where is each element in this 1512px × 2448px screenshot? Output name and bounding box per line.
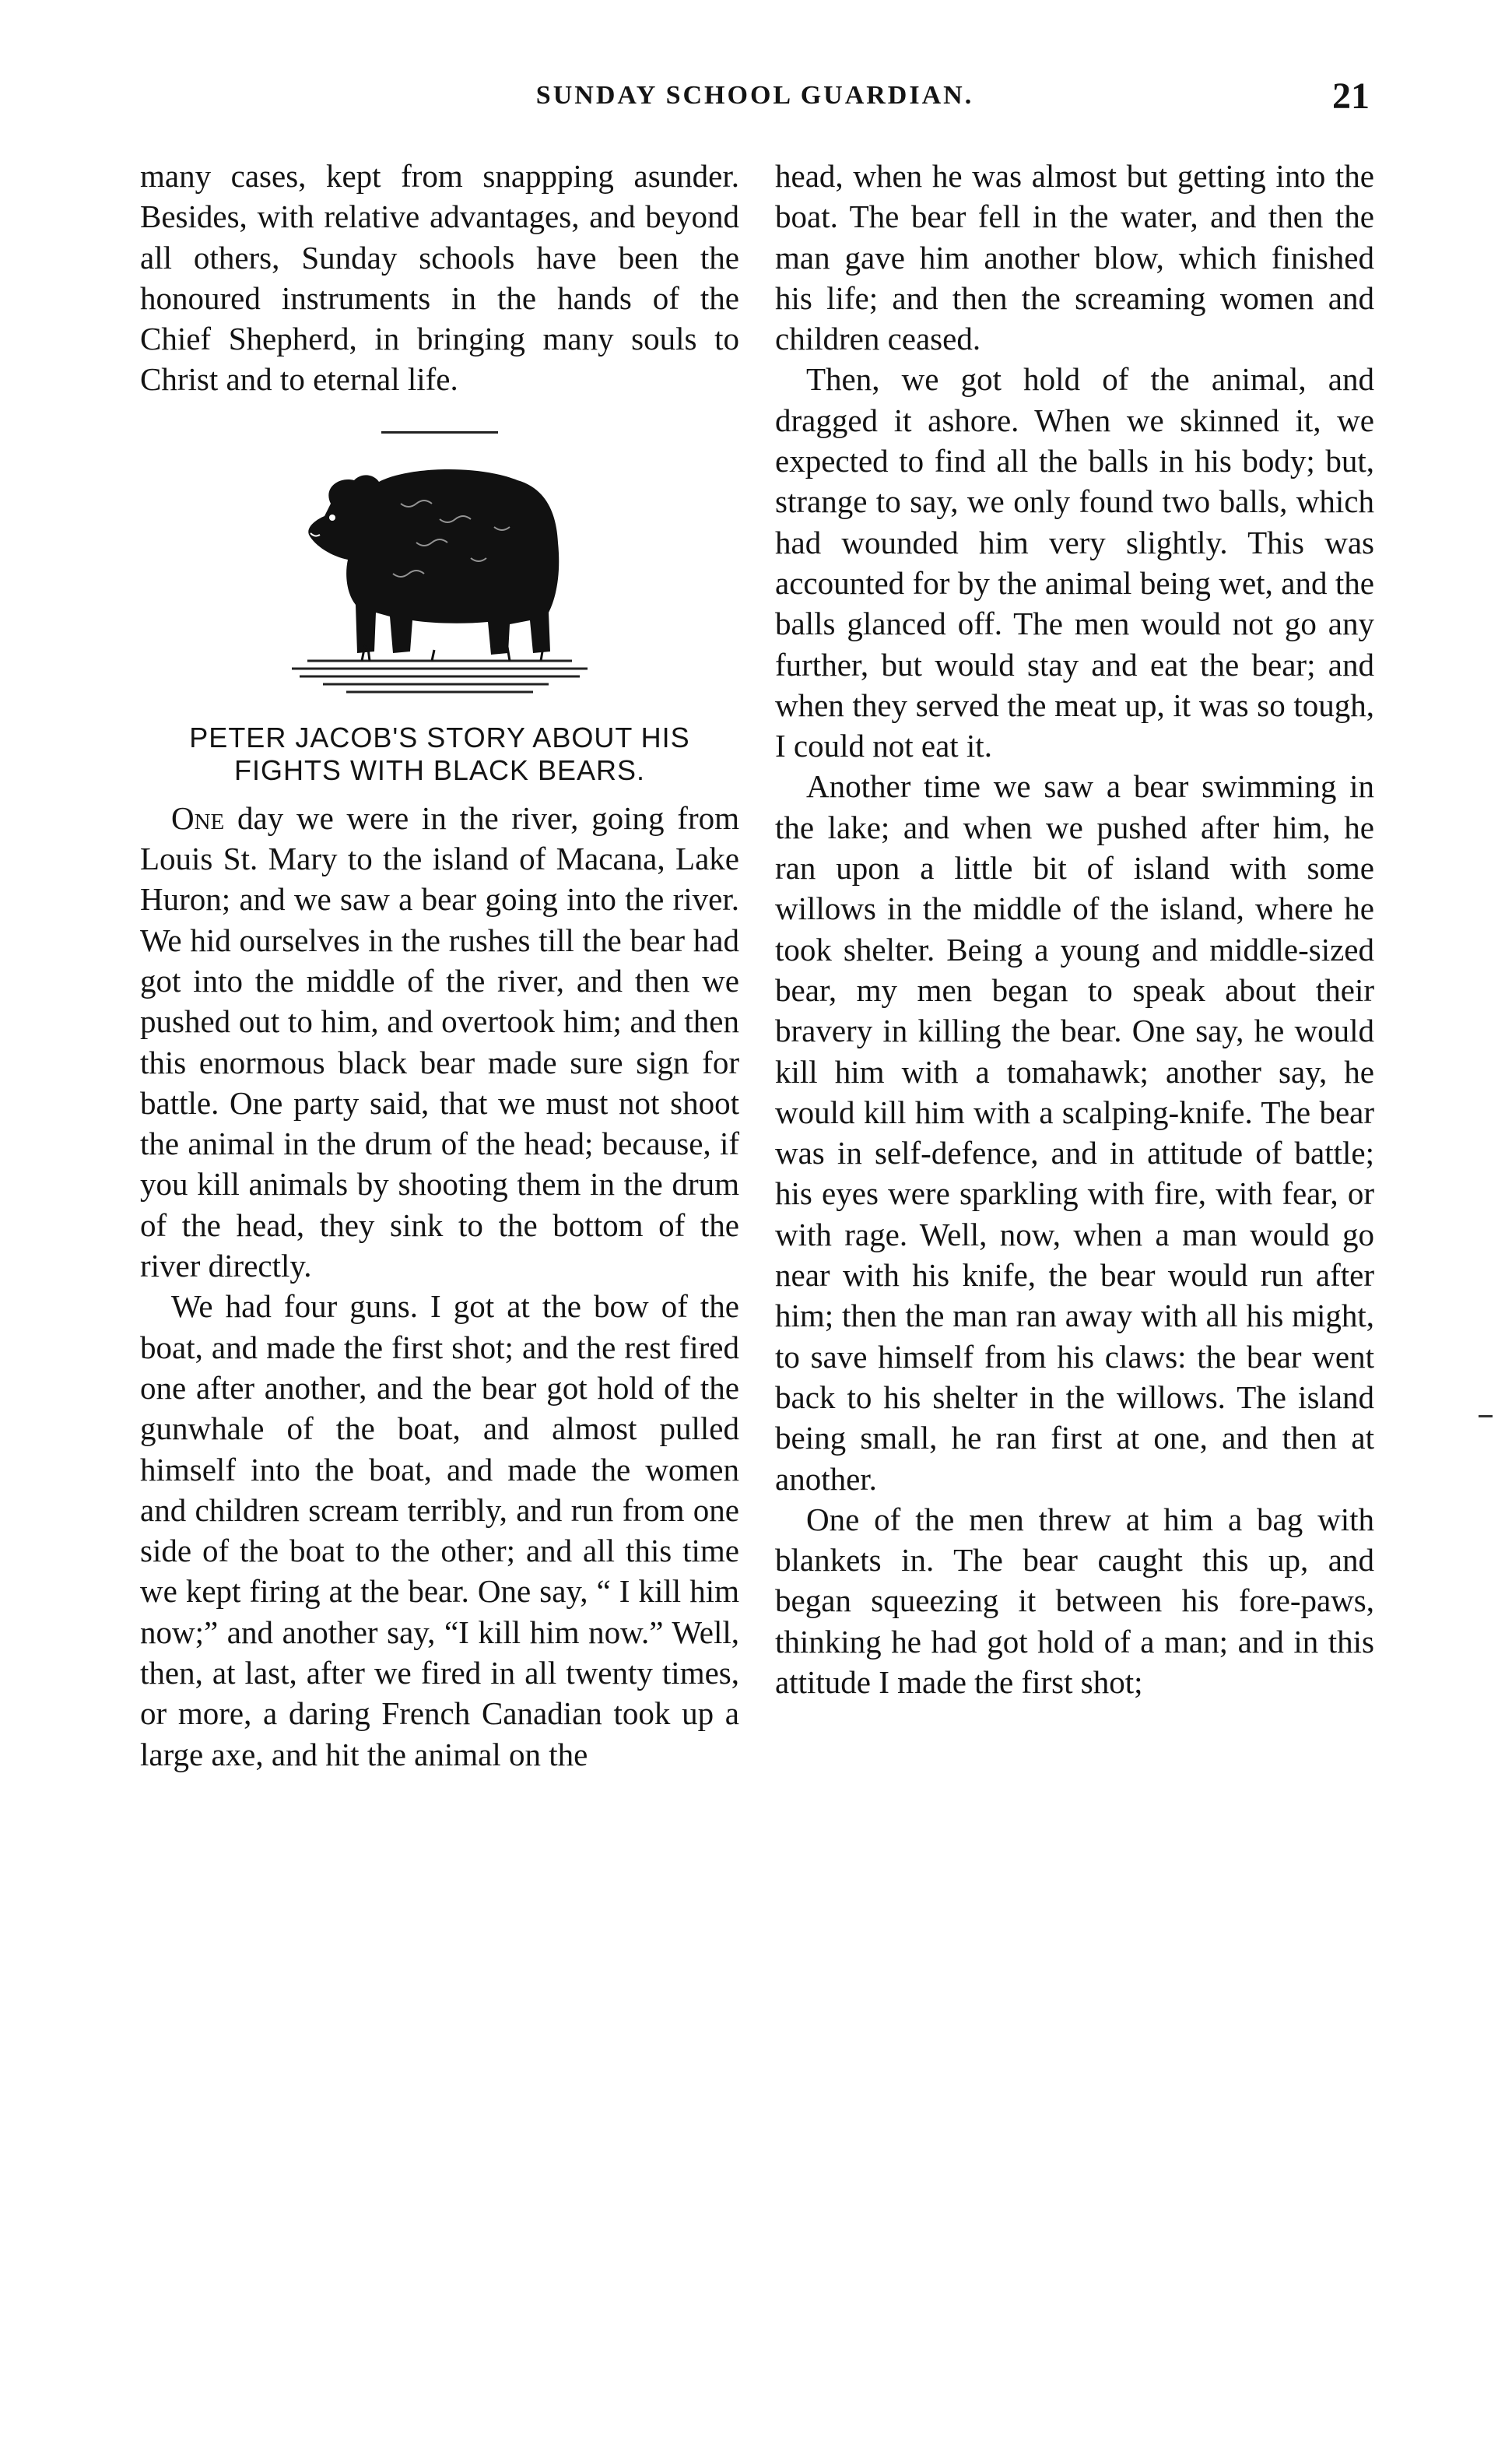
story-paragraph-1 (140, 798, 739, 1287)
margin-mark (1479, 1415, 1493, 1417)
right-paragraph-3: Another time we saw a bear swimming in the lake; and when we pushed after him, he ran upon a little bit of island with some willows in the middle of the island, where he took shelter. Being a young and middle-sized bear, my men began to speak about their bravery in killing the bear. One say, he would kill him with a tomahawk; another say, he would kill him with a scalping-knife. The bear was in self-defence, and in attitude of battle; his eyes were sparkling with fire, with fear, or with rage. Well, now, when a man would go near with his knife, the bear would run after him; then the man ran away with all his might, to save himself from his claws: the bear went back to his shelter in the willows. The island being small, he ran first at one, and then at another. (775, 768, 1374, 1497)
right-paragraph-2: Then, we got hold of the animal, and dragged it ashore. When we skinned it, we expected to find all the balls in his body; but, strange to say, we only found two balls, which had wounded him very slightly. This was accounted for by the animal being wet, and the balls glanced off. The men would not go any further, but would stay and eat the bear; and when they served the meat up, it was so tough, I could not eat it. (775, 361, 1374, 764)
running-title: SUNDAY SCHOOL GUARDIAN. (535, 81, 974, 110)
intro-paragraph: many cases, kept from snappping asunder. Besides, with relative advantages, and beyond all others, Sunday schools have been the honoured instruments in the hands of the Chief Shepherd, in bringing many souls to Christ and to eternal life. (140, 158, 739, 398)
story-paragraph-2: We had four guns. I got at the bow of the boat, and made the first shot; and the rest fired one after another, and the bear got hold of the gunwhale of the boat, and almost pulled himself into the boat, and made the women and children scream terribly, and run from one side of the boat to the other; and all this time we kept firing at the bear. One say, “ I kill him now;” and another say, “I kill him now.” Well, then, at last, after we fired in all twenty times, or more, a daring French Canadian took up a large axe, and hit the animal on the (140, 1288, 739, 1772)
section-divider (381, 431, 498, 434)
story-title-line-2: FIGHTS WITH BLACK BEARS. (233, 753, 646, 786)
story-title-line-1: PETER JACOB'S STORY ABOUT HIS (189, 721, 690, 753)
page-number: 21 (1332, 76, 1370, 117)
ground-lines (292, 661, 588, 692)
page-header (140, 75, 1370, 121)
right-column (775, 156, 1374, 1702)
drop-word: One (171, 799, 225, 836)
right-paragraph-1: head, when he was almost but getting into the boat. The bear fell in the water, and then the man gave him another blow, which finished his life; and then the screaming women and children ceased. (775, 158, 1374, 357)
right-paragraph-4: One of the men threw at him a bag with blankets in. The bear caught this up, and began squeezing it between his fore-paws, thinking he had got hold of a man; and in this attitude I made the first shot; (775, 1501, 1374, 1700)
bear-body (308, 469, 559, 655)
story-paragraph-1-text: day we were in the river, going from Louis St. Mary to the island of Macana, Lake Huron; and we saw a bear going into the river. We hid ourselves in the rushes till the bear had got into the middle of the river, and then we pushed out to him, and overtook him; and then this enormous black bear made sure sign for battle. One party said, that we must not shoot the animal in the drum of the head; because, if you kill animals by shooting them in the drum of the head, they sink to the bottom of the river directly. (140, 799, 739, 1284)
story-title (140, 722, 739, 787)
left-column (140, 156, 739, 1775)
bear-illustration (276, 457, 603, 706)
